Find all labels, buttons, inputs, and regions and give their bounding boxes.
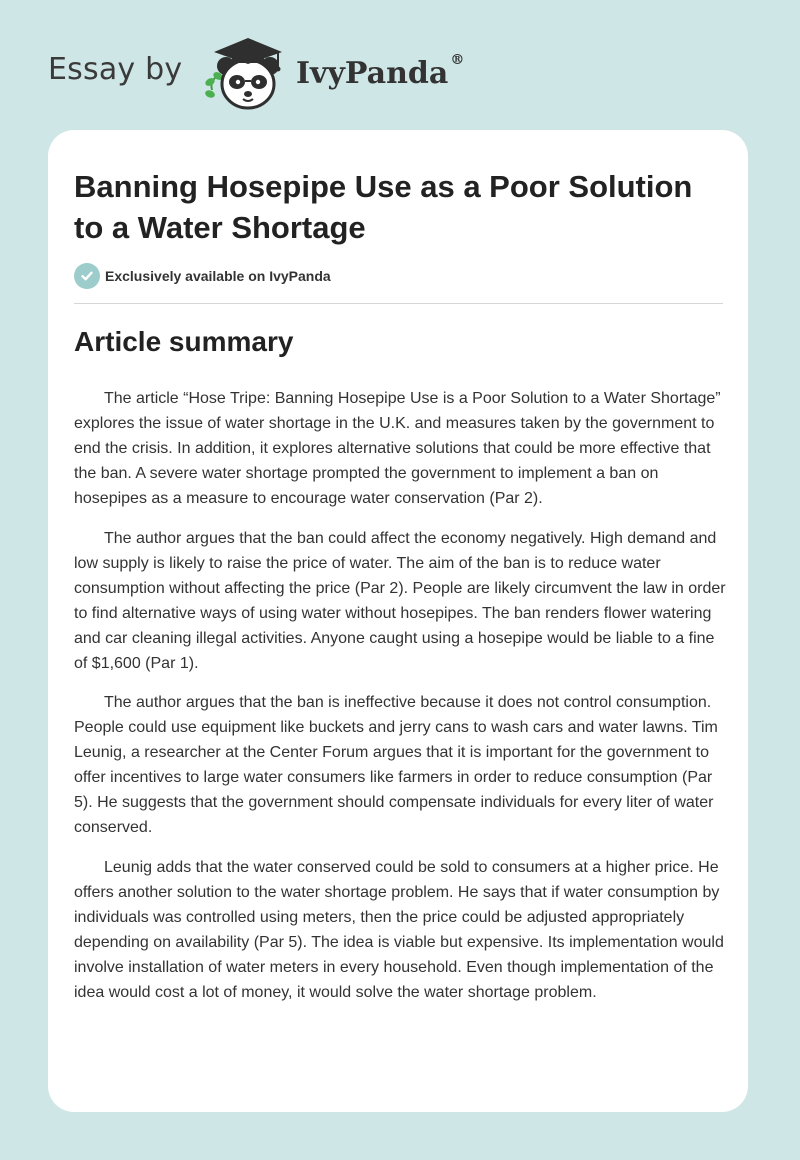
brand-header[interactable] — [48, 30, 508, 110]
panda-graduate-icon — [198, 32, 294, 112]
badge-label: Exclusively available on IvyPanda — [105, 268, 331, 284]
brand-name-text: IvyPanda — [296, 56, 449, 91]
paragraph: The author argues that the ban is ineffective because it does not control consumption. People could use equipment like buckets and jerry cans to wash cars and water lawns. Tim Leunig, a researcher at the Center Forum argues that it is important for the government to offer incentives to large water consumers like farmers in order to reduce consumption (Par 5). He suggests that the government should compensate individuals for every liter of water conserved. — [74, 694, 718, 836]
brand-prefix: Essay by — [48, 52, 183, 87]
paragraph: The article “Hose Tripe: Banning Hosepipe Use is a Poor Solution to a Water Shortage” explores the issue of water shortage in the U.K. and measures taken by the government to end the crisis. In addition, it explores alternative solutions that could be more effective that the ban. A severe water shortage prompted the government to implement a ban on hosepipes as a measure to encourage water conservation (Par 2). — [74, 390, 721, 507]
section-heading: Article summary — [74, 326, 294, 357]
registered-mark: ® — [450, 52, 465, 68]
paragraph: The author argues that the ban could affect the economy negatively. High demand and low supply is likely to raise the price of water. The aim of the ban is to reduce water consumption without affecting the price (Par 2). People are likely circumvent the law in order to find alternative ways of using water without hosepipes. The ban renders flower watering and car cleaning illegal activities. Anyone caught using a hosepipe would be liable to a fine of $1,600 (Par 1). — [74, 529, 726, 672]
paragraph: Leunig adds that the water conserved could be sold to consumers at a higher price. He offers another solution to the water shortage problem. He says that if water consumption by individuals was controlled using meters, then the price could be adjusted appropriately depending on availability (Par 5). The idea is viable but expensive. Its implementation would involve installation of water meters in every household. Even though implementation of the idea would cost a lot of money, it would solve the water shortage problem. — [74, 858, 724, 1001]
check-circle-icon — [74, 263, 100, 289]
article-title: Banning Hosepipe Use as a Poor Solution to a Water Shortage — [74, 169, 693, 245]
article-body — [74, 386, 726, 1019]
brand-name — [296, 52, 465, 91]
exclusive-badge — [74, 263, 331, 289]
article-card — [48, 130, 748, 1112]
divider — [74, 303, 723, 304]
